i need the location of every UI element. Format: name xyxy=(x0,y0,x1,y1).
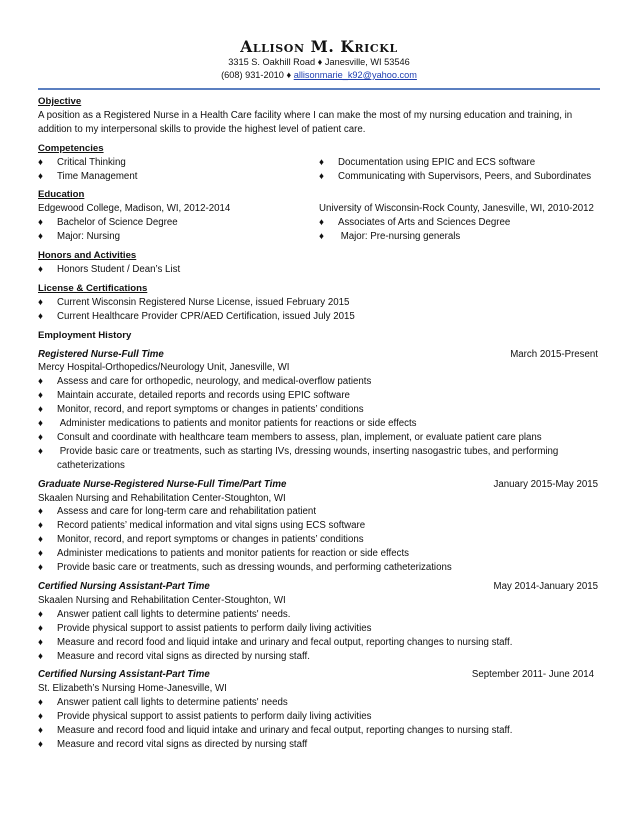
email-link[interactable]: allisonmarie_k92@yahoo.com xyxy=(293,70,417,80)
diamond-bullet-icon: ♦ xyxy=(38,156,43,168)
diamond-bullet-icon: ♦ xyxy=(38,725,43,737)
duty-text: Provide basic care or treatments, such as dressing wounds, and performing catheterizations xyxy=(57,562,452,574)
diamond-bullet-icon: ♦ xyxy=(319,217,324,229)
phone-email-line xyxy=(38,69,600,82)
address-line: 3315 S. Oakhill Road ♦ Janesville, WI 53546 xyxy=(228,57,410,67)
license-text: Current Wisconsin Registered Nurse License, issued February 2015 xyxy=(57,296,350,308)
competencies-left xyxy=(38,156,319,184)
job-title: Certified Nursing Assistant-Part Time xyxy=(38,669,210,681)
list-item xyxy=(38,216,319,230)
degree-text: Bachelor of Science Degree xyxy=(57,217,178,229)
job-header xyxy=(38,348,600,362)
job-date: March 2015-Present xyxy=(510,348,598,360)
job-date: May 2014-January 2015 xyxy=(493,581,598,592)
duty-text: Monitor, record, and report symptoms or changes in patients’ conditions xyxy=(57,534,364,546)
duty-text: Maintain accurate, detailed reports and records using EPIC software xyxy=(57,390,350,402)
list-item xyxy=(319,170,600,184)
diamond-bullet-icon: ♦ xyxy=(38,390,43,402)
list-item xyxy=(38,650,600,664)
list-item xyxy=(38,696,600,710)
education-section xyxy=(38,188,600,244)
list-item xyxy=(38,296,600,310)
list-item xyxy=(38,608,600,622)
list-item xyxy=(38,403,600,417)
job-employer: Skaalen Nursing and Rehabilitation Center-Stoughton, WI xyxy=(38,594,286,606)
list-item xyxy=(38,431,600,445)
duty-text: Measure and record vital signs as directed by nursing staff xyxy=(57,738,308,750)
diamond-bullet-icon: ♦ xyxy=(38,622,43,634)
list-item xyxy=(38,170,319,184)
duty-text: Provide basic care or treatments, such as starting IVs, dressing wounds, inserting nasogastric tubes, and performing catheterizations xyxy=(57,445,562,471)
duty-text: Measure and record food and liquid intake and urinary and fecal output, reporting changes to nursing staff. xyxy=(57,725,513,737)
honors-heading: Honors and Activities xyxy=(38,250,137,262)
list-item xyxy=(38,533,600,547)
competency-text: Time Management xyxy=(57,170,138,182)
duty-text: Assess and care for long-term care and rehabilitation patient xyxy=(57,506,317,518)
job-employer: St. Elizabeth’s Nursing Home-Janesville, WI xyxy=(38,683,227,695)
diamond-bullet-icon: ♦ xyxy=(38,217,43,229)
duty-text: Monitor, record, and report symptoms or changes in patients’ conditions xyxy=(57,404,364,416)
diamond-bullet-icon: ♦ xyxy=(38,296,43,308)
job-entry xyxy=(38,668,600,751)
list-item xyxy=(38,445,600,473)
objective-heading: Objective xyxy=(38,96,82,107)
diamond-bullet-icon: ♦ xyxy=(38,738,43,750)
competency-text: Communicating with Supervisors, Peers, and Subordinates xyxy=(338,170,592,182)
education-heading: Education xyxy=(38,189,85,201)
diamond-bullet-icon: ♦ xyxy=(38,534,43,546)
job-employer: Mercy Hospital-Orthopedics/Neurology Unit, Janesville, WI xyxy=(38,362,290,374)
honor-text: Honors Student / Dean’s List xyxy=(57,263,181,275)
diamond-bullet-icon: ♦ xyxy=(319,156,324,168)
diamond-bullet-icon: ♦ xyxy=(38,608,43,620)
duty-text: Answer patient call lights to determine patients' needs. xyxy=(57,608,291,620)
employment-heading: Employment History xyxy=(38,329,132,341)
duty-text: Record patients’ medical information and vital signs using ECS software xyxy=(57,520,366,532)
duty-text: Consult and coordinate with healthcare team members to assess, plan, implement, or evaluate patient care plans xyxy=(57,431,542,443)
list-item xyxy=(38,156,319,170)
duty-text: Administer medications to patients and monitor patients for reaction or side effects xyxy=(57,548,409,560)
school-name: Edgewood College, Madison, WI, 2012-2014 xyxy=(38,203,231,215)
resume-header xyxy=(38,38,600,82)
diamond-bullet-icon: ♦ xyxy=(38,506,43,518)
header-divider xyxy=(38,88,600,90)
list-item xyxy=(319,156,600,170)
list-item xyxy=(38,389,600,403)
list-item xyxy=(38,547,600,561)
education-columns xyxy=(38,202,600,244)
list-item xyxy=(38,310,600,324)
diamond-bullet-icon: ♦ xyxy=(38,548,43,560)
competency-text: Documentation using EPIC and ECS software xyxy=(338,156,536,168)
list-item xyxy=(38,519,600,533)
diamond-bullet-icon: ♦ xyxy=(319,170,324,182)
duty-text: Administer medications to patients and monitor patients for reactions or side effects xyxy=(57,418,417,430)
diamond-bullet-icon: ♦ xyxy=(38,418,43,430)
diamond-bullet-icon: ♦ xyxy=(38,445,43,457)
job-title: Graduate Nurse-Registered Nurse-Full Time/Part Time xyxy=(38,478,287,490)
license-text: Current Healthcare Provider CPR/AED Certification, issued July 2015 xyxy=(57,310,355,322)
education-left xyxy=(38,202,319,244)
job-header xyxy=(38,580,600,594)
objective-text: A position as a Registered Nurse in a Health Care facility where I can make the most of my nursing education and training, in addition to my interpersonal skills to provide the highest level of patient care. xyxy=(38,109,573,135)
job-header xyxy=(38,668,600,682)
diamond-bullet-icon: ♦ xyxy=(38,711,43,723)
candidate-name: Allison M. Krickl xyxy=(240,37,398,56)
degree-text: Major: Nursing xyxy=(57,231,120,243)
duty-text: Assess and care for orthopedic, neurology, and medical-overflow patients xyxy=(57,376,372,388)
job-title: Registered Nurse-Full Time xyxy=(38,348,164,360)
diamond-bullet-icon: ♦ xyxy=(38,431,43,443)
list-item xyxy=(319,216,600,230)
competencies-right xyxy=(319,156,600,184)
competencies-section xyxy=(38,142,600,184)
duty-text: Measure and record food and liquid intake and urinary and fecal output, reporting changes to nursing staff. xyxy=(57,636,513,648)
diamond-bullet-icon: ♦ xyxy=(38,310,43,322)
list-item xyxy=(38,230,319,244)
diamond-bullet-icon: ♦ xyxy=(38,170,43,182)
duty-text: Provide physical support to assist patients to perform daily living activities xyxy=(57,622,372,634)
job-header xyxy=(38,478,600,492)
school-name: University of Wisconsin-Rock County, Janesville, WI, 2010-2012 xyxy=(319,203,594,215)
list-item xyxy=(38,417,600,431)
degree-text: Major: Pre-nursing generals xyxy=(338,231,461,243)
list-item xyxy=(319,230,600,244)
diamond-bullet-icon: ♦ xyxy=(38,520,43,532)
list-item xyxy=(38,738,600,752)
list-item xyxy=(38,375,600,389)
phone-number: (608) 931-2010 ♦ xyxy=(221,70,294,80)
license-heading: License & Certifications xyxy=(38,282,148,294)
list-item xyxy=(38,622,600,636)
diamond-bullet-icon: ♦ xyxy=(38,562,43,574)
diamond-bullet-icon: ♦ xyxy=(38,231,43,243)
diamond-bullet-icon: ♦ xyxy=(38,650,43,662)
diamond-bullet-icon: ♦ xyxy=(38,697,43,709)
list-item xyxy=(38,505,600,519)
job-entry xyxy=(38,580,600,663)
competencies-heading: Competencies xyxy=(38,142,104,154)
competency-text: Critical Thinking xyxy=(57,156,126,168)
job-employer: Skaalen Nursing and Rehabilitation Center-Stoughton, WI xyxy=(38,492,286,504)
diamond-bullet-icon: ♦ xyxy=(38,636,43,648)
degree-text: Associates of Arts and Sciences Degree xyxy=(338,217,511,229)
job-entry xyxy=(38,478,600,575)
list-item xyxy=(38,263,600,277)
diamond-bullet-icon: ♦ xyxy=(38,404,43,416)
objective-section xyxy=(38,95,600,137)
job-title: Certified Nursing Assistant-Part Time xyxy=(38,581,210,592)
duty-text: Measure and record vital signs as directed by nursing staff. xyxy=(57,650,310,662)
diamond-bullet-icon: ♦ xyxy=(319,231,324,243)
list-item xyxy=(38,636,600,650)
list-item xyxy=(38,561,600,575)
education-right xyxy=(319,202,600,244)
job-date: September 2011- June 2014 xyxy=(471,669,594,681)
duty-text: Provide physical support to assist patients to perform daily living activities xyxy=(57,711,372,723)
employment-section xyxy=(38,329,600,752)
list-item xyxy=(38,710,600,724)
list-item xyxy=(38,724,600,738)
honors-section xyxy=(38,249,600,277)
diamond-bullet-icon: ♦ xyxy=(38,376,43,388)
competencies-columns xyxy=(38,156,600,184)
job-date: January 2015-May 2015 xyxy=(493,478,598,490)
duty-text: Answer patient call lights to determine patients' needs xyxy=(57,697,288,709)
diamond-bullet-icon: ♦ xyxy=(38,263,43,275)
job-entry xyxy=(38,348,600,473)
license-section xyxy=(38,282,600,324)
